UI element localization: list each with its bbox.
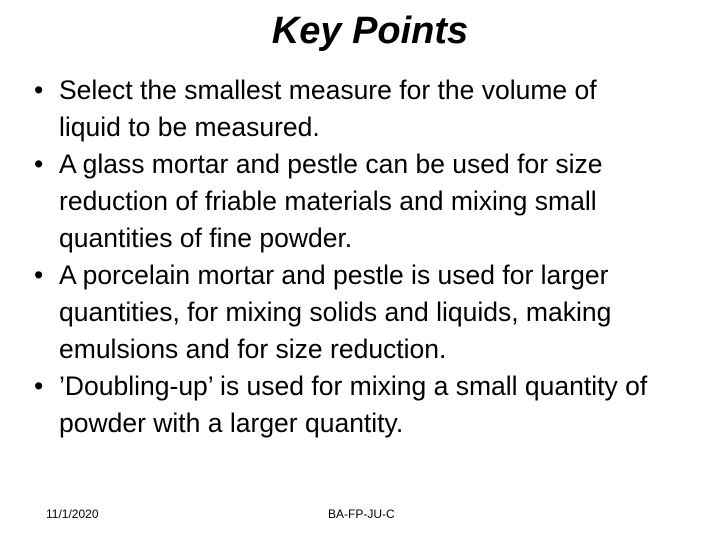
bullet-line: powder with a larger quantity.	[59, 408, 404, 438]
bullet-marker: •	[34, 260, 44, 290]
bullet-line: liquid to be measured.	[59, 112, 320, 142]
bullet-marker: •	[34, 371, 44, 401]
bullet-line: A glass mortar and pestle can be used for size	[59, 149, 603, 179]
bullet-item	[34, 257, 714, 368]
bullet-item	[34, 368, 714, 442]
bullet-list	[34, 72, 714, 442]
bullet-line: ’Doubling-up’ is used for mixing a small quantity of	[59, 371, 648, 401]
bullet-line: Select the smallest measure for the volume of	[59, 75, 597, 105]
bullet-line: A porcelain mortar and pestle is used for larger	[59, 260, 609, 290]
bullet-item	[34, 72, 714, 146]
bullet-marker: •	[34, 75, 44, 105]
footer-code: BA-FP-JU-C	[328, 507, 395, 521]
slide-title: Key Points	[271, 10, 469, 52]
footer-date: 11/1/2020	[46, 507, 99, 521]
bullet-line: quantities of fine powder.	[59, 223, 353, 253]
bullet-line: reduction of friable materials and mixing small	[59, 186, 597, 216]
bullet-item	[34, 146, 714, 257]
bullet-marker: •	[34, 149, 44, 179]
bullet-line: emulsions and for size reduction.	[59, 334, 447, 364]
bullet-line: quantities, for mixing solids and liquids, making	[59, 297, 612, 327]
